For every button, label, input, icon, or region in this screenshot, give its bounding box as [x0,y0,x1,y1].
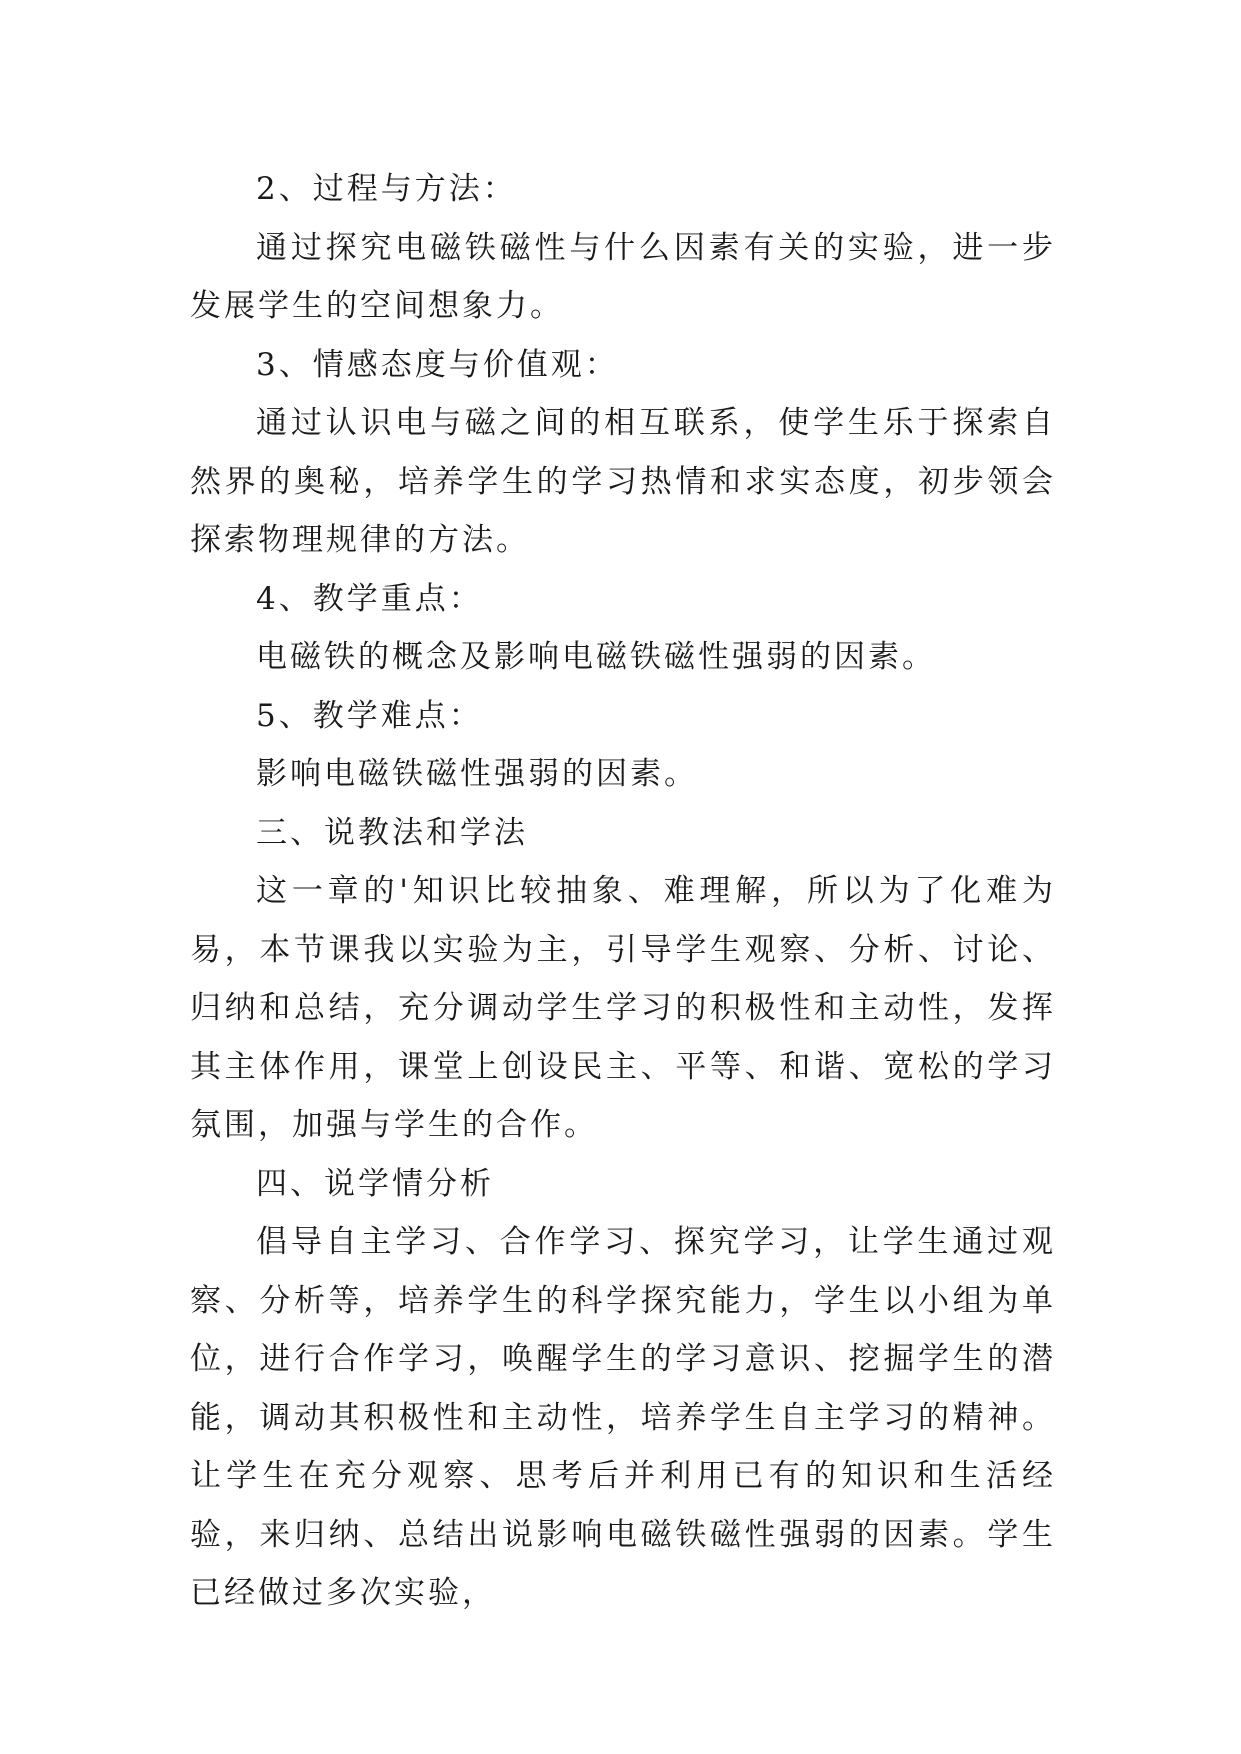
heading-student-analysis: 四、说学情分析 [256,1165,494,1202]
document-body [190,160,1056,1623]
heading-process-method: 2、过程与方法： [256,171,517,207]
heading-teaching-focus: 4、教学重点： [256,580,483,617]
heading-teaching-difficulty: 5、教学难点： [256,697,483,734]
paragraph-process-method: 通过探究电磁铁磁性与什么因素有关的实验，进一步发展学生的空间想象力。 [190,229,1056,324]
paragraph-student-analysis: 倡导自主学习、合作学习、探究学习，让学生通过观察、分析等，培养学生的科学探究能力，学生以小组为单位，进行合作学习，唤醒学生的学习意识、挖掘学生的潜能，调动其积极性和主动性，培养学生自主学习的精神。让学生在充分观察、思考后并利用已有的知识和生活经验，来归纳、总结出说影响电磁铁磁性强弱的因素。学生已经做过多次实验， [190,1224,1056,1611]
paragraph-teaching-difficulty: 影响电磁铁磁性强弱的因素。 [256,756,698,792]
paragraph-teaching-methods: 这一章的'知识比较抽象、难理解，所以为了化难为易，本节课我以实验为主，引导学生观察、分析、讨论、归纳和总结，充分调动学生学习的积极性和主动性，发挥其主体作用，课堂上创设民主、平等、和谐、宽松的学习氛围，加强与学生的合作。 [190,873,1056,1143]
heading-emotion-values: 3、情感态度与价值观： [256,346,619,383]
paragraph-teaching-focus: 电磁铁的概念及影响电磁铁磁性强弱的因素。 [256,639,936,675]
paragraph-emotion-values: 通过认识电与磁之间的相互联系，使学生乐于探索自然界的奥秘，培养学生的学习热情和求实态度，初步领会探索物理规律的方法。 [190,405,1056,558]
heading-teaching-methods: 三、说教法和学法 [256,814,528,851]
